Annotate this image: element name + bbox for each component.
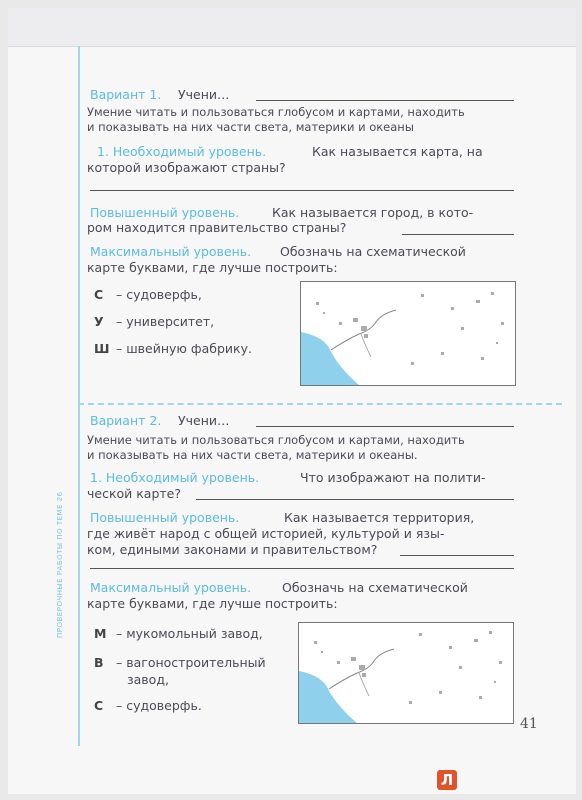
v1-q2-label: Повышенный уровень. — [90, 205, 240, 220]
variant2-student: Учени… — [178, 413, 230, 428]
item-letter: Ш — [94, 341, 110, 356]
v1-item-1 — [94, 287, 202, 302]
item-text: – судоверфь, — [116, 287, 202, 302]
v1-item-3 — [94, 341, 252, 356]
v1-q2-text-b: ром находится правительство страны? — [87, 220, 347, 235]
buildings — [316, 292, 504, 365]
item-text: завод, — [127, 672, 169, 687]
v2-item-2-cont — [127, 672, 169, 687]
side-label: ПРОВЕРОЧНЫЕ РАБОТЫ ПО ТЕМЕ 26 — [56, 491, 64, 638]
v2-schematic-map[interactable] — [298, 622, 514, 724]
v2-item-2 — [94, 655, 266, 670]
margin-line — [78, 46, 80, 746]
variant2-header: Вариант 2. — [90, 413, 162, 428]
v2-q1-text-a: Что изображают на полити- — [300, 470, 486, 485]
v2-q3-text-a: Обозначь на схематической — [282, 580, 468, 595]
v2-item-1 — [94, 626, 263, 641]
publisher-logo-icon: Л — [437, 770, 457, 790]
variant2-skill-line2: и показывать на них части света, материки и океаны. — [87, 448, 418, 462]
page-number: 41 — [520, 716, 538, 732]
item-text: – университет, — [116, 314, 215, 329]
v2-q3-label: Максимальный уровень. — [90, 580, 252, 595]
student-name-line[interactable] — [256, 426, 514, 427]
v2-q2-answer-line-2[interactable] — [90, 568, 514, 569]
item-text: – швейную фабрику. — [116, 341, 252, 356]
v1-q1-text-b: которой изображают страны? — [87, 160, 286, 175]
v2-q3-text-b: карте буквами, где лучше построить: — [87, 596, 338, 611]
item-text: – вагоностроительный — [116, 655, 266, 670]
variant1-skill-line1: Умение читать и пользоваться глобусом и картами, находить — [87, 105, 465, 119]
variant1-skill-line2: и показывать на них части света, материки и океаны — [87, 120, 414, 134]
map-drawing — [299, 623, 513, 723]
variant1-header: Вариант 1. — [90, 87, 162, 102]
item-text: – судоверфь. — [116, 698, 202, 713]
v1-q3-label: Максимальный уровень. — [90, 244, 252, 259]
v1-item-2 — [94, 314, 214, 329]
water-area — [299, 671, 357, 723]
v1-q3-text-b: карте буквами, где лучше построить: — [87, 260, 338, 275]
map-drawing — [301, 282, 515, 385]
v1-q1-text-a: Как называется карта, на — [312, 144, 483, 159]
item-letter: У — [94, 314, 104, 329]
top-band — [8, 8, 576, 47]
v1-q1-answer-line[interactable] — [90, 190, 514, 191]
v1-q2-answer-line[interactable] — [402, 234, 514, 235]
item-text: – мукомольный завод, — [116, 626, 263, 641]
v2-q2-text-b: где живёт народ с общей историей, культурой и язы- — [87, 526, 445, 541]
item-letter: М — [94, 626, 107, 641]
v1-q1-label: 1. Необходимый уровень. — [97, 144, 267, 159]
student-name-line[interactable] — [256, 100, 514, 101]
buildings — [314, 631, 502, 704]
water-area — [301, 332, 359, 385]
v1-q3-text-a: Обозначь на схематической — [280, 244, 466, 259]
item-letter: В — [94, 655, 104, 670]
variant2-skill-line1: Умение читать и пользоваться глобусом и картами, находить — [87, 433, 465, 447]
v2-q1-text-b: ческой карте? — [87, 486, 181, 501]
item-letter: С — [94, 287, 104, 302]
v2-q2-text-a: Как называется территория, — [284, 510, 475, 525]
v2-q1-label: 1. Необходимый уровень. — [90, 470, 260, 485]
v2-q2-label: Повышенный уровень. — [90, 510, 240, 525]
v2-q2-text-c: ком, едиными законами и правительством? — [87, 542, 378, 557]
v2-q2-answer-line[interactable] — [400, 555, 514, 556]
v1-q2-text-a: Как называется город, в кото- — [272, 205, 474, 220]
item-letter: С — [94, 698, 104, 713]
v2-item-3 — [94, 698, 202, 713]
v2-q1-answer-line[interactable] — [196, 499, 514, 500]
cut-line — [78, 403, 562, 405]
variant1-student: Учени… — [178, 87, 230, 102]
v1-schematic-map[interactable] — [300, 281, 516, 386]
